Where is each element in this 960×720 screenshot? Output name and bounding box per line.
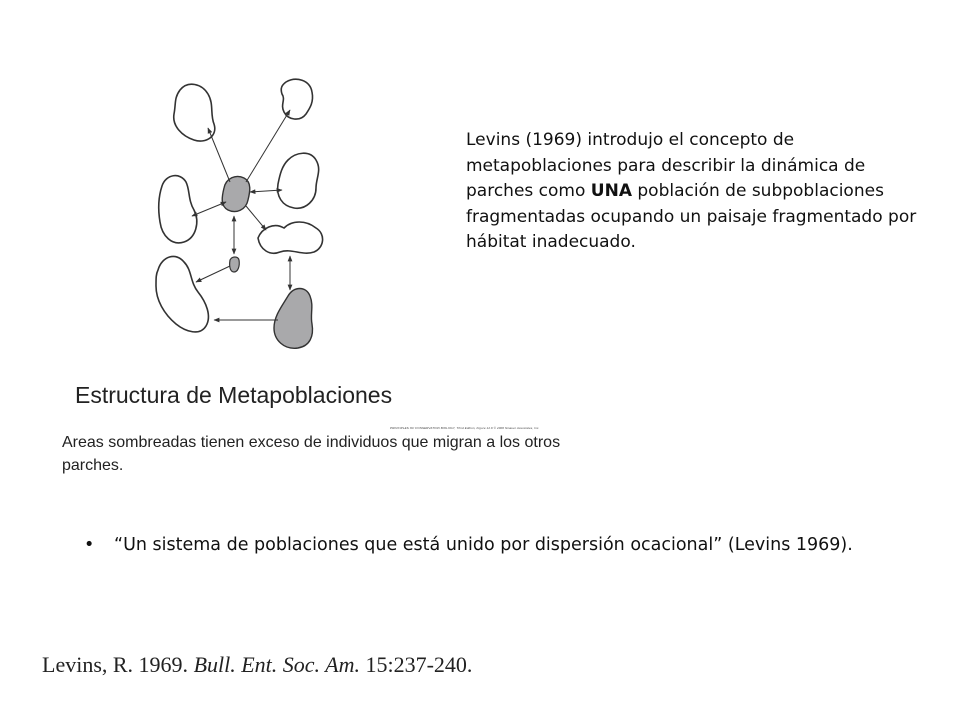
patch-shaded-lower	[274, 289, 312, 349]
citation	[42, 652, 472, 678]
arrow-to-bottom-left	[196, 266, 230, 282]
citation-journal: Bull. Ent. Soc. Am.	[193, 652, 360, 677]
citation-authors: Levins, R. 1969.	[42, 652, 194, 677]
intro-text-start: Levins (1969) introdujo el concepto de metapoblaciones para describir la dinámica de parches como	[466, 130, 866, 201]
patch-top-right	[281, 79, 312, 119]
patch-bottom-left	[156, 256, 208, 331]
patch-right-middle	[258, 222, 323, 253]
arrow-to-middle-left	[192, 202, 226, 216]
patch-middle-left	[159, 176, 197, 243]
shaded-areas-note: Areas sombreadas tienen exceso de individuos que migran a los otros parches.	[62, 434, 561, 474]
arrow-to-right-middle	[246, 206, 266, 230]
citation-pages: 15:237-240.	[359, 652, 473, 677]
figure-title: Estructura de Metapoblaciones	[75, 382, 393, 408]
patch-top-left	[174, 84, 215, 141]
figure-credit: PRINCIPLES OF CONSERVATION BIOLOGY, Third Edition, Figure 12.6 © 2006 Sinauer Associates, Inc.	[390, 426, 540, 430]
bullet-text: “Un sistema de poblaciones que está unido por dispersión ocacional” (Levins 1969).	[114, 535, 853, 555]
patch-diagram-svg	[150, 70, 440, 375]
intro-text-end: población de subpoblaciones fragmentadas ocupando un paisaje fragmentado por hábitat inadecuado.	[466, 181, 917, 252]
arrow-to-top-left	[208, 128, 230, 182]
patch-shaded-small	[230, 257, 240, 272]
intro-paragraph	[466, 128, 936, 256]
intro-emphasis: UNA	[590, 181, 632, 201]
patch-middle-right	[278, 153, 319, 208]
definition-bullet	[84, 532, 884, 558]
bullet-marker: •	[84, 535, 95, 555]
